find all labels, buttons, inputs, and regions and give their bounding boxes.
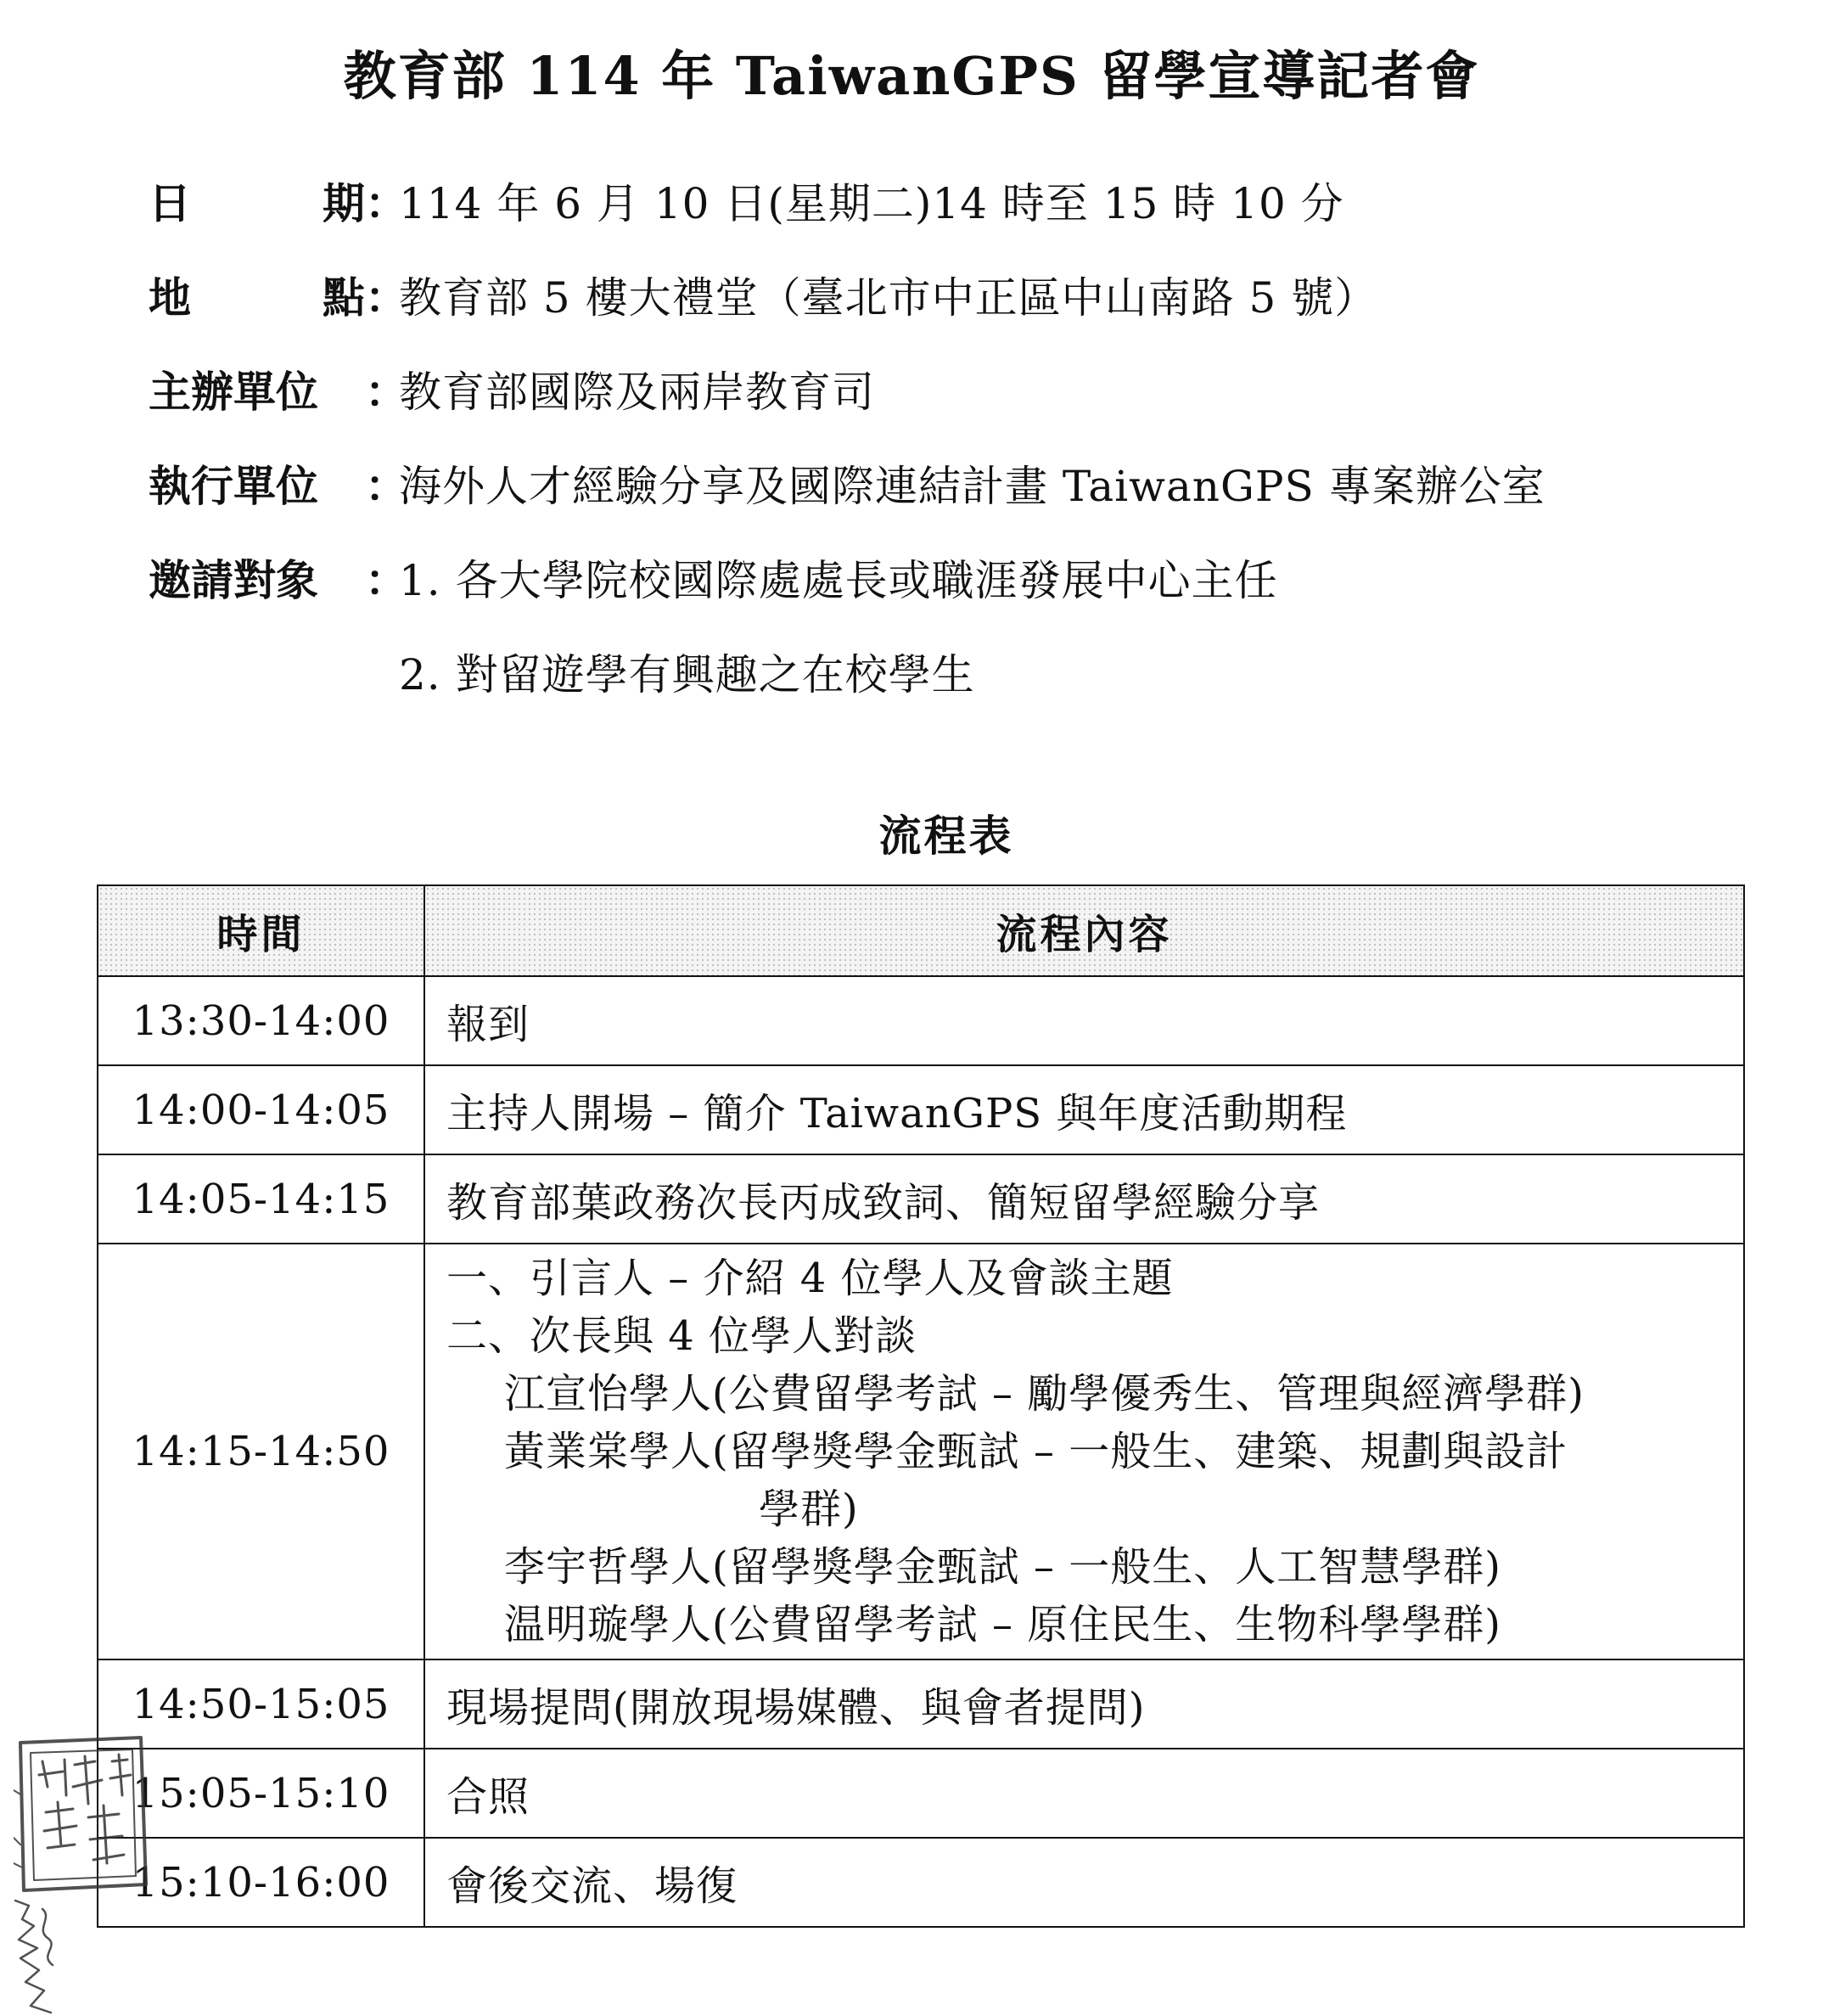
schedule-time: 15:10-16:00 xyxy=(98,1838,424,1927)
info-executor-label: 執行單位 xyxy=(149,461,318,511)
seal-stamp-icon xyxy=(14,1736,166,2016)
info-invitee-item-1: 1. 各大學院校國際處處長或職涯發展中心主任 xyxy=(399,556,1278,605)
schedule-content: 合照 xyxy=(424,1749,1744,1838)
schedule-header-content: 流程內容 xyxy=(424,885,1744,976)
schedule-header-time: 時間 xyxy=(98,885,424,976)
info-executor-value: 海外人才經驗分享及國際連結計畫 TaiwanGPS 專案辦公室 xyxy=(399,462,1545,511)
schedule-row-dialogue xyxy=(98,1244,1744,1659)
schedule-time: 14:00-14:05 xyxy=(98,1065,424,1154)
info-colon: ： xyxy=(365,367,407,417)
info-invitee-item-2: 2. 對留遊學有興趣之在校學生 xyxy=(399,650,975,699)
info-venue-label-char-2: 點 xyxy=(323,272,365,323)
content-line-scholar-2-cont: 學群) xyxy=(759,1485,859,1533)
schedule-content: 現場提問(開放現場媒體、與會者提問) xyxy=(424,1659,1744,1749)
schedule-time: 15:05-15:10 xyxy=(98,1749,424,1838)
content-line-intro: 一、引言人 – 介紹 4 位學人及會談主題 xyxy=(446,1255,1174,1302)
info-venue-label xyxy=(149,264,365,325)
schedule-time: 14:05-14:15 xyxy=(98,1154,424,1244)
info-date-label-char-1: 日 xyxy=(149,178,191,228)
content-line-scholar-4: 温明璇學人(公費留學考試 – 原住民生、生物科學學群) xyxy=(504,1601,1501,1648)
schedule-table xyxy=(97,884,1745,1928)
info-colon: ： xyxy=(365,461,407,511)
schedule-header-row xyxy=(98,885,1744,976)
content-line-scholar-1: 江宣怡學人(公費留學考試 – 勵學優秀生、管理與經濟學群) xyxy=(504,1370,1585,1418)
schedule-row xyxy=(98,1659,1744,1749)
schedule-time: 14:50-15:05 xyxy=(98,1659,424,1749)
schedule-row xyxy=(98,1838,1744,1927)
info-venue-value: 教育部 5 樓大禮堂（臺北市中正區中山南路 5 號） xyxy=(399,273,1378,323)
schedule-content: 會後交流、場復 xyxy=(424,1838,1744,1927)
info-date-label xyxy=(149,170,365,231)
content-line-scholar-2: 黃業棠學人(留學獎學金甄試 – 一般生、建築、規劃與設計 xyxy=(504,1428,1568,1475)
schedule-content-dialogue xyxy=(424,1244,1744,1659)
info-colon: ： xyxy=(365,272,407,323)
schedule-row xyxy=(98,1065,1744,1154)
info-invitees-row xyxy=(149,543,1278,611)
info-organizer-row xyxy=(149,355,875,423)
info-colon: ： xyxy=(365,178,407,228)
schedule-row xyxy=(98,976,1744,1065)
info-executor-row xyxy=(149,449,1545,517)
schedule-row xyxy=(98,1154,1744,1244)
schedule-content: 教育部葉政務次長丙成致詞、簡短留學經驗分享 xyxy=(424,1154,1744,1244)
info-venue-row xyxy=(149,261,1377,329)
schedule-row xyxy=(98,1749,1744,1838)
content-line-dialogue: 二、次長與 4 位學人對談 xyxy=(446,1312,917,1360)
info-invitees-label: 邀請對象 xyxy=(149,555,318,605)
info-colon: ： xyxy=(365,555,407,605)
schedule-content: 報到 xyxy=(424,976,1744,1065)
info-organizer-value: 教育部國際及兩岸教育司 xyxy=(399,368,875,417)
document-title: 教育部 114 年 TaiwanGPS 留學宣導記者會 xyxy=(343,45,1480,107)
info-date-value: 114 年 6 月 10 日(星期二)14 時至 15 時 10 分 xyxy=(399,179,1344,228)
schedule-time: 13:30-14:00 xyxy=(98,976,424,1065)
info-venue-label-char-1: 地 xyxy=(149,272,191,323)
schedule-content: 主持人開場 – 簡介 TaiwanGPS 與年度活動期程 xyxy=(424,1065,1744,1154)
schedule-time: 14:15-14:50 xyxy=(98,1244,424,1659)
info-date-label-char-2: 期 xyxy=(323,178,365,228)
content-line-scholar-3: 李宇哲學人(留學獎學金甄試 – 一般生、人工智慧學群) xyxy=(504,1543,1501,1591)
schedule-title: 流程表 xyxy=(878,811,1014,861)
info-date-row xyxy=(149,166,1344,234)
info-organizer-label: 主辦單位 xyxy=(149,367,318,417)
